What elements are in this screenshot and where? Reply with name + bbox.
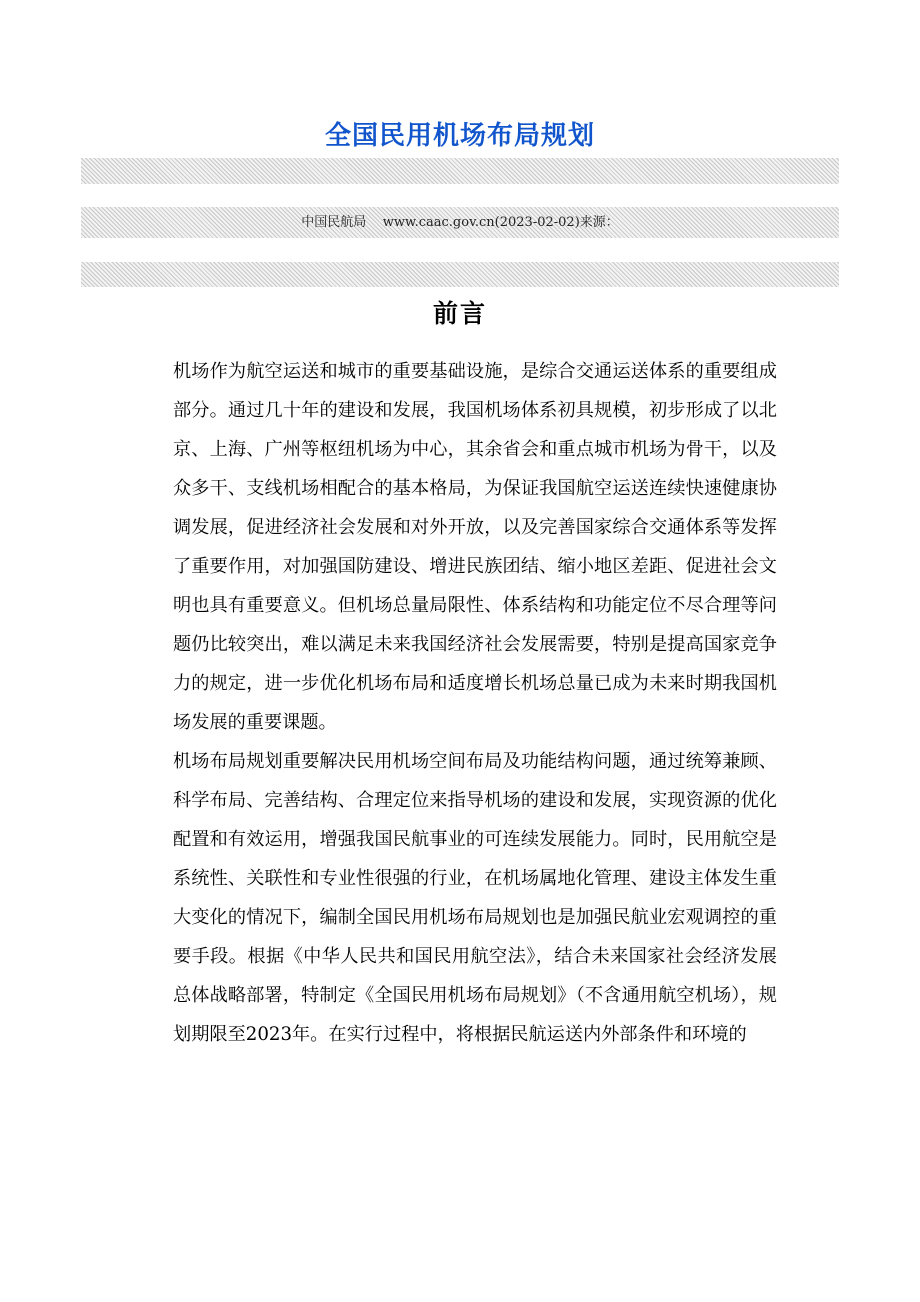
paragraph-2: 机场布局规划重要解决民用机场空间布局及功能结构问题，通过统筹兼顾、科学布局、完善结构、合理定位来指导机场的建设和发展，实现资源的优化配置和有效运用，增强我国民航事业的可连续发展能力。同时，民用航空是系统性、关联性和专业性很强的行业，在机场属地化管理、建设主体发生重大变化的情况下，编制全国民用机场布局规划也是加强民航业宏观调控的重要手段。根据《中华人民共和国民用航空法》，结合未来国家社会经济发展总体战略部署，特制定《全国民用机场布局规划》（不含通用航空机场），规划期限至2023年。在实行过程中，将根据民航运送内外部条件和环境的	[173, 751, 777, 1045]
section-heading: 前言	[432, 299, 487, 328]
divider-stripe-top	[81, 158, 839, 184]
source-line: 中国民航局 www.caac.gov.cn(2023-02-02)来源：	[301, 215, 619, 230]
divider-stripe-bottom	[81, 262, 839, 287]
document-title: 全国民用机场布局规划	[324, 121, 595, 151]
document-body	[173, 352, 777, 1054]
paragraph-1: 机场作为航空运送和城市的重要基础设施，是综合交通运送体系的重要组成部分。通过几十年的建设和发展，我国机场体系初具规模，初步形成了以北京、上海、广州等枢纽机场为中心，其余省会和重点城市机场为骨干，以及众多干、支线机场相配合的基本格局，为保证我国航空运送连续快速健康协调发展，促进经济社会发展和对外开放，以及完善国家综合交通体系等发挥了重要作用，对加强国防建设、增进民族团结、缩小地区差距、促进社会文明也具有重要意义。但机场总量局限性、体系结构和功能定位不尽合理等问题仍比较突出，难以满足未来我国经济社会发展需要，特别是提高国家竞争力的规定，进一步优化机场布局和适度增长机场总量已成为未来时期我国机场发展的重要课题。	[173, 361, 777, 733]
